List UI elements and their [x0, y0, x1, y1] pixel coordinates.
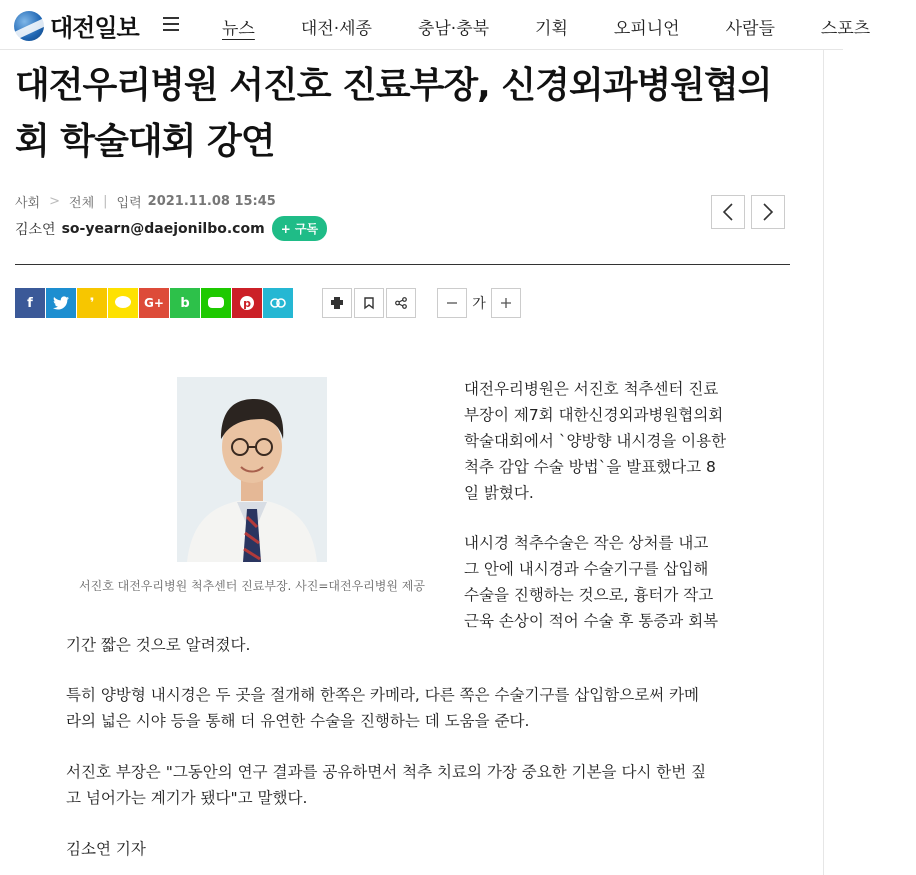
googleplus-share-button[interactable]	[139, 288, 169, 318]
paragraph-line: 서진호 부장은 "그동안의 연구 결과를 공유하면서 척추 치료의 가장 중요한 기본을 다시 한번 짚	[66, 763, 707, 781]
subscribe-button[interactable]: + 구독	[272, 216, 327, 241]
kakaotalk-share-button[interactable]	[108, 288, 138, 318]
twitter-share-button[interactable]	[46, 288, 76, 318]
subcategory-link[interactable]: 전체	[69, 196, 95, 211]
paragraph-line: 대전우리병원은 서진호 척추센터 진료	[464, 380, 719, 398]
main-nav	[222, 14, 916, 39]
site-logo[interactable]	[14, 8, 139, 43]
article-paragraph-1	[464, 376, 734, 506]
link-icon	[270, 298, 286, 308]
svg-text:p: p	[243, 297, 251, 310]
article-meta	[15, 192, 276, 211]
paragraph-line: 수술을 진행하는 것으로, 흉터가 작고	[464, 586, 714, 604]
paragraph-line: 학술대회에서 `양방향 내시경을 이용한	[464, 432, 727, 450]
reporter-signature: 김소연 기자	[66, 840, 146, 858]
bookmark-button[interactable]	[354, 288, 384, 318]
line-icon	[207, 296, 225, 310]
printer-icon	[331, 297, 343, 309]
nav-item-sports[interactable]: 스포츠	[820, 19, 871, 39]
share-icon	[395, 297, 407, 309]
category-link[interactable]: 사회	[15, 196, 41, 211]
paragraph-line: 척추 감압 수술 방법`을 발표했다고 8	[464, 458, 716, 476]
nav-item-opinion[interactable]: 오피니언	[613, 19, 680, 39]
nav-item-chungnam-chungbuk[interactable]: 충남·충북	[417, 19, 490, 39]
article-title: 대전우리병원 서진호 진료부장, 신경외과병원협의회 학술대회 강연	[15, 65, 772, 162]
article-paragraph-4	[66, 759, 756, 811]
facebook-share-button[interactable]	[15, 288, 45, 318]
chevron-right-icon	[762, 203, 774, 221]
facebook-icon: f	[27, 295, 33, 311]
nav-item-feature[interactable]: 기획	[535, 19, 568, 39]
twitter-icon	[53, 296, 69, 310]
article-paragraph-2-tail: 기간 짧은 것으로 알려졌다.	[66, 636, 251, 654]
font-decrease-button[interactable]	[437, 288, 467, 318]
pinterest-share-button[interactable]	[232, 288, 262, 318]
nav-item-news[interactable]: 뉴스	[222, 19, 255, 39]
paragraph-line: 근육 손상이 적어 수술 후 통증과 회복	[464, 612, 719, 630]
article-tools	[322, 288, 418, 318]
nav-item-people[interactable]: 사람들	[725, 19, 775, 39]
paragraph-line: 부장이 제7회 대한신경외과병원협의회	[464, 406, 724, 424]
print-button[interactable]	[322, 288, 352, 318]
right-column-divider	[823, 50, 824, 875]
share-bar	[15, 288, 294, 318]
publish-date: 2021.11.08 15:45	[147, 194, 276, 209]
hamburger-menu-icon[interactable]	[163, 17, 179, 31]
paragraph-line: 특히 양방형 내시경은 두 곳을 절개해 한쪽은 카메라, 다른 쪽은 수술기구를 삽입함으로써 카메	[66, 686, 700, 704]
chevron-left-icon	[722, 203, 734, 221]
site-header	[0, 0, 871, 50]
date-label: 입력	[116, 196, 142, 211]
kakaostory-icon: ❜	[89, 295, 95, 311]
paragraph-line: 일 밝혔다.	[464, 484, 534, 502]
logo-text: 대전일보	[50, 14, 139, 42]
paragraph-line: 라의 넓은 시야 등을 통해 더 유연한 수술을 진행하는 데 도움을 준다.	[66, 712, 530, 730]
chevron-right-icon: >	[49, 194, 61, 209]
meta-divider: |	[103, 194, 108, 209]
font-increase-button[interactable]	[491, 288, 521, 318]
article-photo[interactable]	[177, 377, 327, 562]
pinterest-icon	[239, 295, 255, 311]
font-size-label: 가	[472, 296, 486, 312]
line-share-button[interactable]	[201, 288, 231, 318]
article-paragraph-2	[464, 530, 734, 634]
photo-caption: 서진호 대전우리병원 척추센터 진료부장. 사진=대전우리병원 제공	[79, 579, 425, 593]
kakaotalk-icon	[114, 296, 132, 310]
title-divider	[15, 264, 790, 265]
author-name: 김소연	[15, 221, 56, 238]
byline	[15, 216, 327, 241]
doctor-portrait-image	[177, 377, 327, 562]
share-button[interactable]	[386, 288, 416, 318]
prev-article-button[interactable]	[711, 195, 745, 229]
plus-icon	[500, 297, 512, 309]
band-icon: b	[180, 295, 190, 311]
bookmark-icon	[364, 297, 374, 309]
paragraph-line: 고 넘어가는 계기가 됐다"고 말했다.	[66, 789, 308, 807]
font-size-control	[437, 288, 521, 318]
paragraph-line: 내시경 척추수술은 작은 상처를 내고	[464, 534, 709, 552]
kakaostory-share-button[interactable]	[77, 288, 107, 318]
googleplus-icon: G+	[144, 296, 164, 310]
minus-icon	[446, 297, 458, 309]
next-article-button[interactable]	[751, 195, 785, 229]
paragraph-line: 그 안에 내시경과 수술기구를 삽입해	[464, 560, 709, 578]
logo-globe-icon	[14, 11, 44, 41]
author-email[interactable]: so-yearn@daejonilbo.com	[61, 220, 265, 237]
band-share-button[interactable]	[170, 288, 200, 318]
nav-item-daejeon-sejong[interactable]: 대전·세종	[300, 19, 372, 39]
article-paragraph-3	[66, 682, 756, 734]
copy-link-button[interactable]	[263, 288, 293, 318]
